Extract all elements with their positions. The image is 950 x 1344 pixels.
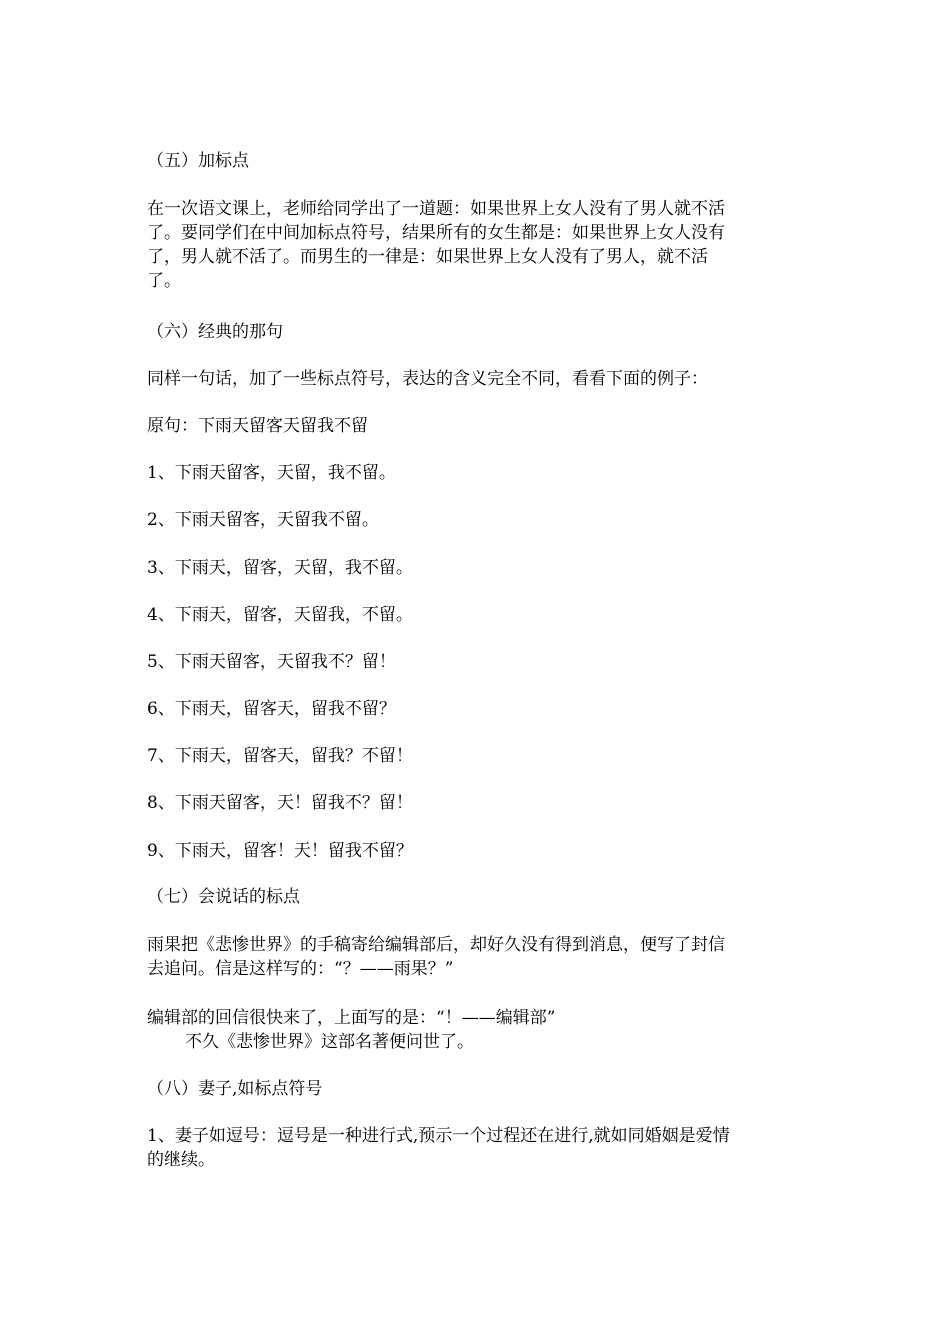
- section-heading-5: （五）加标点: [147, 151, 249, 171]
- paragraph-line: 同样一句话，加了一些标点符号，表达的含义完全不同，看看下面的例子：: [147, 369, 708, 389]
- list-item: 3、下雨天，留客，天留，我不留。: [147, 558, 413, 578]
- original-sentence: 原句：下雨天留客天留我不留: [147, 416, 368, 436]
- paragraph-line: 去追问。信是这样写的：“？——雨果？”: [147, 959, 454, 979]
- paragraph-line: 雨果把《悲惨世界》的手稿寄给编辑部后，却好久没有得到消息，便写了封信: [147, 935, 725, 955]
- paragraph-line: 了，男人就不活了。而男生的一律是：如果世界上女人没有了男人，就不活: [147, 247, 708, 267]
- paragraph-line: 的继续。: [147, 1150, 215, 1170]
- paragraph-line: 了。要同学们在中间加标点符号，结果所有的女生都是：如果世界上女人没有: [147, 223, 725, 243]
- section-heading-6: （六）经典的那句: [147, 322, 283, 342]
- paragraph-line: 在一次语文课上，老师给同学出了一道题：如果世界上女人没有了男人就不活: [147, 199, 725, 219]
- list-item: 9、下雨天，留客！天！留我不留？: [147, 841, 413, 861]
- list-item: 5、下雨天留客，天留我不？留！: [147, 652, 396, 672]
- list-item: 2、下雨天留客，天留我不留。: [147, 510, 379, 530]
- section-heading-7: （七）会说话的标点: [147, 887, 300, 907]
- list-item: 1、下雨天留客，天留，我不留。: [147, 463, 396, 483]
- paragraph-line: 1、妻子如逗号：逗号是一种进行式,预示一个过程还在进行,就如同婚姻是爱情: [147, 1126, 730, 1146]
- list-item: 6、下雨天，留客天，留我不留？: [147, 699, 396, 719]
- list-item: 8、下雨天留客，天！留我不？留！: [147, 793, 413, 813]
- list-item: 4、下雨天，留客，天留我，不留。: [147, 605, 413, 625]
- paragraph-line: 了。: [147, 271, 181, 291]
- section-heading-8: （八）妻子,如标点符号: [147, 1079, 323, 1099]
- paragraph-line: 编辑部的回信很快来了，上面写的是：“！——编辑部”: [147, 1008, 556, 1028]
- paragraph-line: 不久《悲惨世界》这部名著便问世了。: [185, 1032, 474, 1052]
- list-item: 7、下雨天，留客天，留我？不留！: [147, 746, 413, 766]
